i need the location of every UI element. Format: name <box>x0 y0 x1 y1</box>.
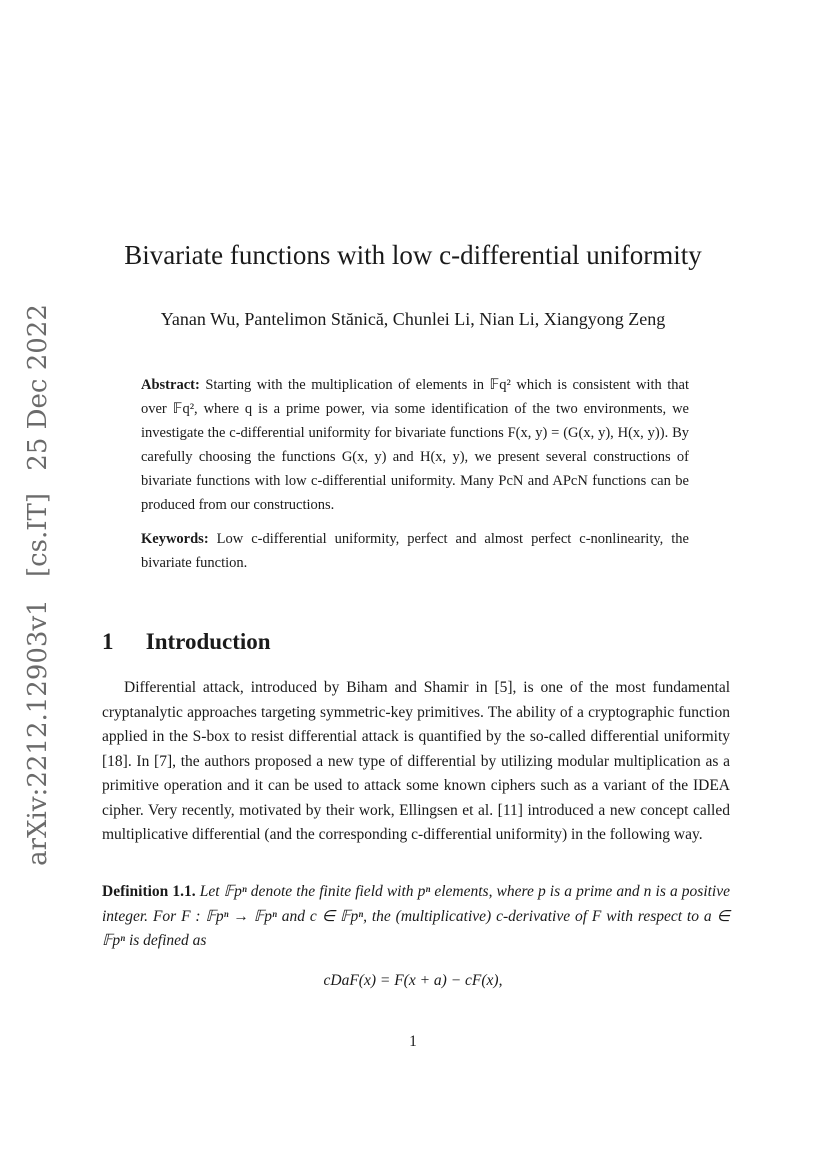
page-number: 1 <box>409 1033 417 1050</box>
abstract-paragraph <box>141 373 689 517</box>
definition-label: Definition 1.1. <box>102 883 196 900</box>
equation: cDaF(x) = F(x + a) − cF(x), <box>323 972 503 989</box>
keywords-paragraph <box>141 527 689 575</box>
definition-text: Let 𝔽pⁿ denote the finite field with pⁿ elements, where p is a prime and n is a positive integer. For F : 𝔽pⁿ → 𝔽pⁿ and c ∈ 𝔽pⁿ, the (multiplicative) c-derivative of F with respect to a ∈ 𝔽pⁿ is defined as <box>102 883 730 949</box>
keywords-text: Low c-differential uniformity, perfect and almost perfect c-nonlinearity, the bivariate function. <box>141 531 689 571</box>
section-number: 1 <box>102 629 114 654</box>
intro-paragraph: Differential attack, introduced by Biham and Shamir in [5], is one of the most fundamental cryptanalytic approaches targeting symmetric-key primitives. The ability of a cryptographic function applied in the S-box to resist differential attack is quantified by the so-called differential uniformity [18]. In [7], the authors proposed a new type of differential by utilizing modular multiplication as a primitive operation and it can be used to attack some known ciphers such as a variant of the IDEA cipher. Very recently, motivated by their work, Ellingsen et al. [11] introduced a new concept called multiplicative differential (and the corresponding c-differential uniformity) in the following way. <box>102 679 730 843</box>
arxiv-date: 25 Dec 2022 <box>23 304 53 471</box>
abstract-label: Abstract: <box>141 377 200 393</box>
abstract-text: Starting with the multiplication of elements in 𝔽q² which is consistent with that over 𝔽q², where q is a prime power, via some identification of the two environments, we investigate the c-differential uniformity for bivariate functions F(x, y) = (G(x, y), H(x, y)). By carefully choosing the functions G(x, y) and H(x, y), we present several constructions of bivariate functions with low c-differential uniformity. Many PcN and APcN functions can be produced from our constructions. <box>141 377 690 513</box>
section-title: Introduction <box>145 629 271 654</box>
arxiv-category: [cs.IT] <box>23 492 53 578</box>
definition-block <box>102 880 730 954</box>
paper-authors: Yanan Wu, Pantelimon Stănică, Chunlei Li, Nian Li, Xiangyong Zeng <box>160 309 666 329</box>
section-heading <box>102 629 271 655</box>
abstract-block <box>141 373 689 575</box>
arxiv-sidebar-stamp <box>23 297 53 873</box>
arxiv-id: arXiv:2212.12903v1 <box>23 599 53 866</box>
keywords-label: Keywords: <box>141 531 209 547</box>
paper-title: Bivariate functions with low c-differential uniformity <box>124 240 702 270</box>
